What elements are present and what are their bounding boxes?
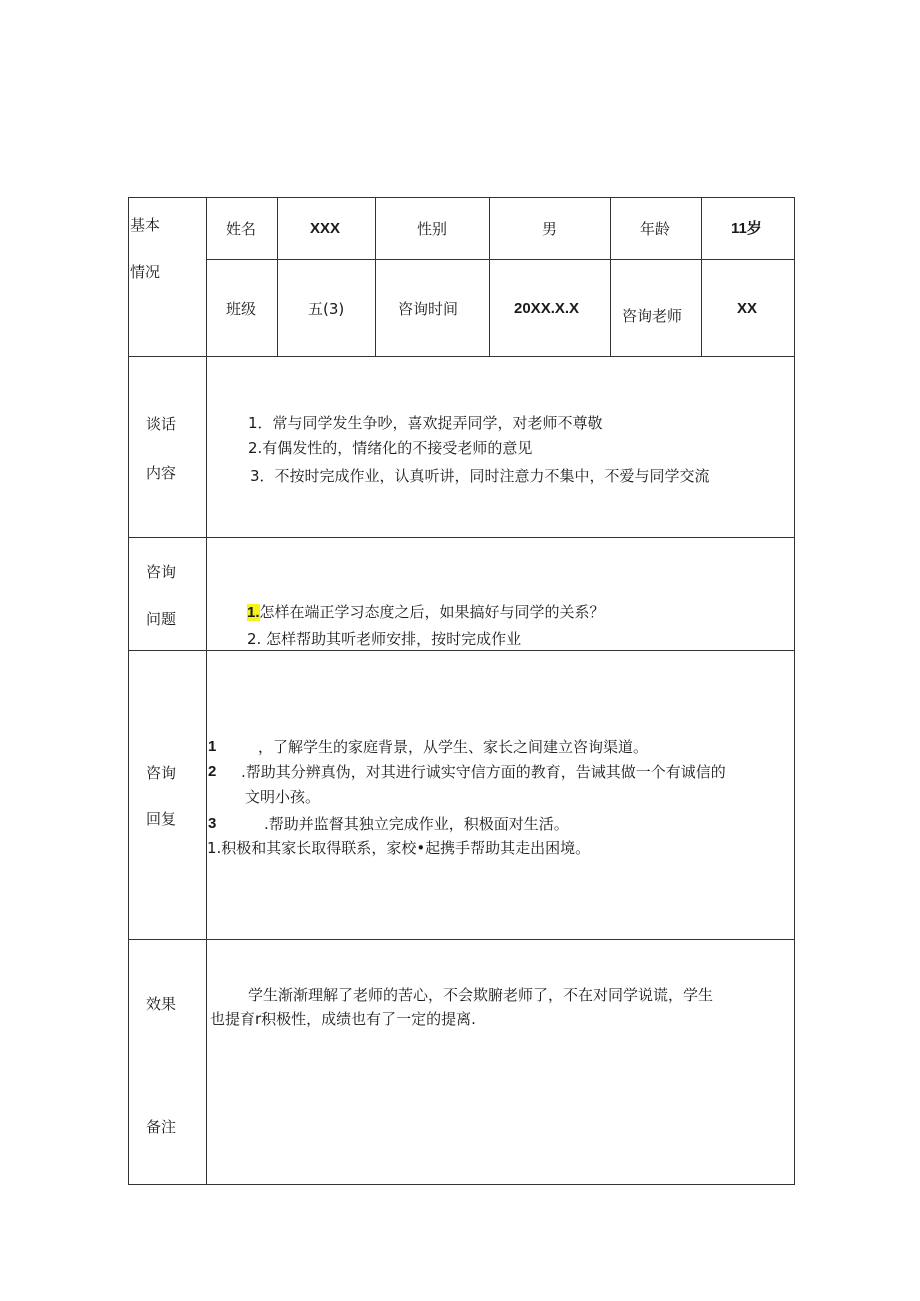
question-item-text: 怎样在端正学习态度之后，如果搞好与同学的关系？ (259, 603, 605, 621)
name-label: 姓名 (226, 220, 257, 238)
class-label: 班级 (226, 300, 257, 318)
consult-time-value: 20XX.X.X (514, 300, 580, 317)
class-value: 五(3) (308, 300, 345, 318)
effect-section-label: 效果 (146, 995, 177, 1013)
question-section-label: 问题 (146, 610, 177, 628)
basic-col-divider (277, 197, 278, 357)
reply-item-text: .帮助其分辨真伪，对其进行诚实守信方面的教育，告诫其做一个有诚信的 (241, 763, 726, 781)
effect-text: 也提育r积极性，成绩也有了一定的提离. (210, 1010, 476, 1028)
reply-item: 1.积极和其家长取得联系，家校•起携手帮助其走出困境。 (207, 839, 591, 857)
talk-item: 1．常与同学发生争吵，喜欢捉弄同学，对老师不尊敬 (248, 414, 603, 432)
basic-col-divider (375, 197, 376, 357)
reply-item-text: ，了解学生的家庭背景，从学生、家长之间建立咨询渠道。 (258, 738, 649, 756)
label-column-divider (206, 197, 207, 1185)
section-divider (128, 537, 795, 538)
reply-item-text: 文明小孩。 (245, 788, 321, 806)
basic-col-divider (610, 197, 611, 357)
table-border-bottom (128, 1184, 795, 1185)
reply-section-label: 回复 (146, 810, 177, 828)
basic-col-divider (701, 197, 702, 357)
question-section-label: 咨询 (146, 563, 177, 581)
table-border-right (794, 197, 795, 1185)
table-border-top (128, 197, 795, 198)
basic-row-divider (206, 259, 795, 260)
question-item (247, 602, 605, 623)
talk-item: 3．不按时完成作业，认真听讲，同时注意力不集中，不爱与同学交流 (250, 467, 710, 485)
talk-section-label: 内容 (146, 464, 177, 482)
basic-col-divider (489, 197, 490, 357)
basic-section-label: 情况 (130, 263, 161, 281)
reply-item-number: 3 (208, 815, 217, 832)
name-value: XXX (310, 220, 341, 237)
question-item: 2. 怎样帮助其听老师安排，按时完成作业 (247, 630, 522, 648)
talk-section-label: 谈话 (146, 415, 177, 433)
effect-text: 学生渐渐理解了老师的苦心，不会欺腑老师了，不在对同学说谎，学生 (248, 986, 714, 1004)
basic-section-label: 基本 (130, 216, 161, 234)
reply-item-number: 1 (208, 738, 217, 755)
consult-time-label: 咨询时间 (398, 300, 459, 318)
gender-value: 男 (542, 220, 558, 238)
section-divider (128, 650, 795, 651)
section-divider (128, 939, 795, 940)
consult-teacher-value: XX (737, 300, 758, 317)
highlighted-number: 1. (247, 604, 260, 621)
section-divider (128, 356, 795, 357)
reply-item-number: 2 (208, 763, 217, 780)
consult-teacher-label: 咨询老师 (622, 307, 683, 325)
remark-section-label: 备注 (146, 1118, 177, 1136)
reply-item-text: .帮助并监督其独立完成作业，积极面对生活。 (264, 815, 569, 833)
age-label: 年龄 (640, 220, 671, 238)
table-border-left (128, 197, 129, 1185)
gender-label: 性别 (417, 220, 448, 238)
reply-section-label: 咨询 (146, 764, 177, 782)
talk-item: 2.有偶发性的，情绪化的不接受老师的意见 (248, 439, 533, 457)
age-value: 11岁 (731, 220, 762, 237)
